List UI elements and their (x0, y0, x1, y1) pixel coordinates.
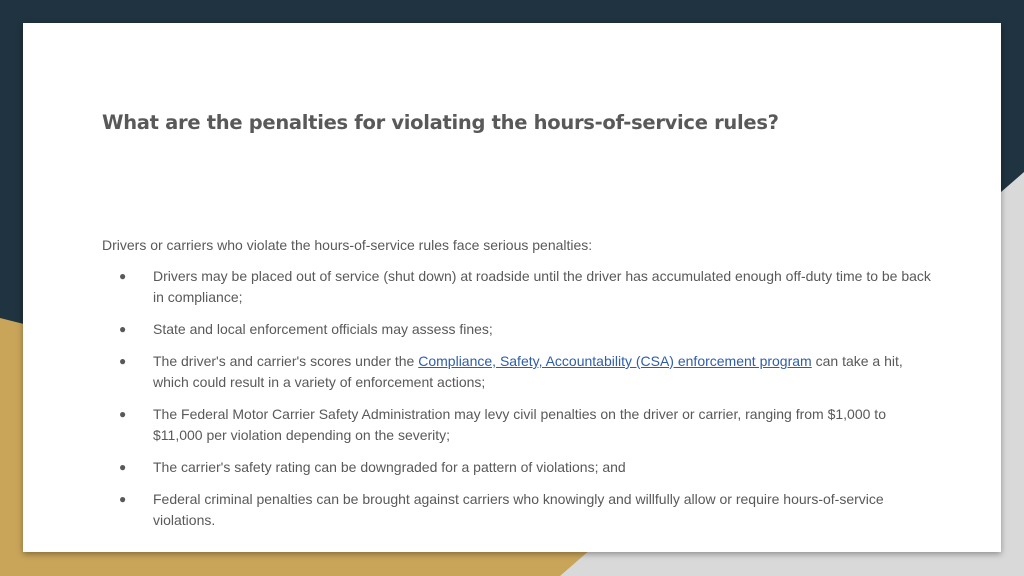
bullet-icon: ● (119, 269, 127, 283)
bullet-icon: ● (119, 407, 127, 421)
list-item (102, 457, 932, 478)
csa-program-link[interactable]: Compliance, Safety, Accountability (CSA) enforcement program (418, 353, 812, 369)
penalty-list (102, 266, 932, 542)
list-item-text-after: can take a hit, which could result in a variety of enforcement actions; (153, 353, 903, 390)
list-item-text: The Federal Motor Carrier Safety Administration may levy civil penalties on the driver or carrier, ranging from $1,000 to $11,000 per violation depending on the severity; (153, 406, 886, 443)
list-item (102, 319, 932, 340)
list-item-text: State and local enforcement officials may assess fines; (153, 321, 493, 337)
list-item (102, 266, 932, 308)
list-item-text-before: The driver's and carrier's scores under the (153, 353, 419, 369)
intro-text: Drivers or carriers who violate the hours-of-service rules face serious penalties: (102, 237, 593, 253)
list-item-text: Federal criminal penalties can be brought against carriers who knowingly and willfully allow or require hours-of-service violations. (153, 491, 884, 528)
bullet-icon: ● (119, 460, 127, 474)
slide-card (23, 23, 1001, 552)
list-item (102, 351, 932, 393)
slide-title: What are the penalties for violating the hours-of-service rules? (102, 111, 779, 134)
bullet-icon: ● (119, 354, 127, 368)
list-item-text: The carrier's safety rating can be downgraded for a pattern of violations; and (153, 459, 626, 475)
bullet-icon: ● (119, 492, 127, 506)
list-item (102, 489, 932, 531)
list-item (102, 404, 932, 446)
list-item-text: Drivers may be placed out of service (shut down) at roadside until the driver has accumulated enough off-duty time to be back in compliance; (153, 268, 931, 305)
bullet-icon: ● (119, 322, 127, 336)
